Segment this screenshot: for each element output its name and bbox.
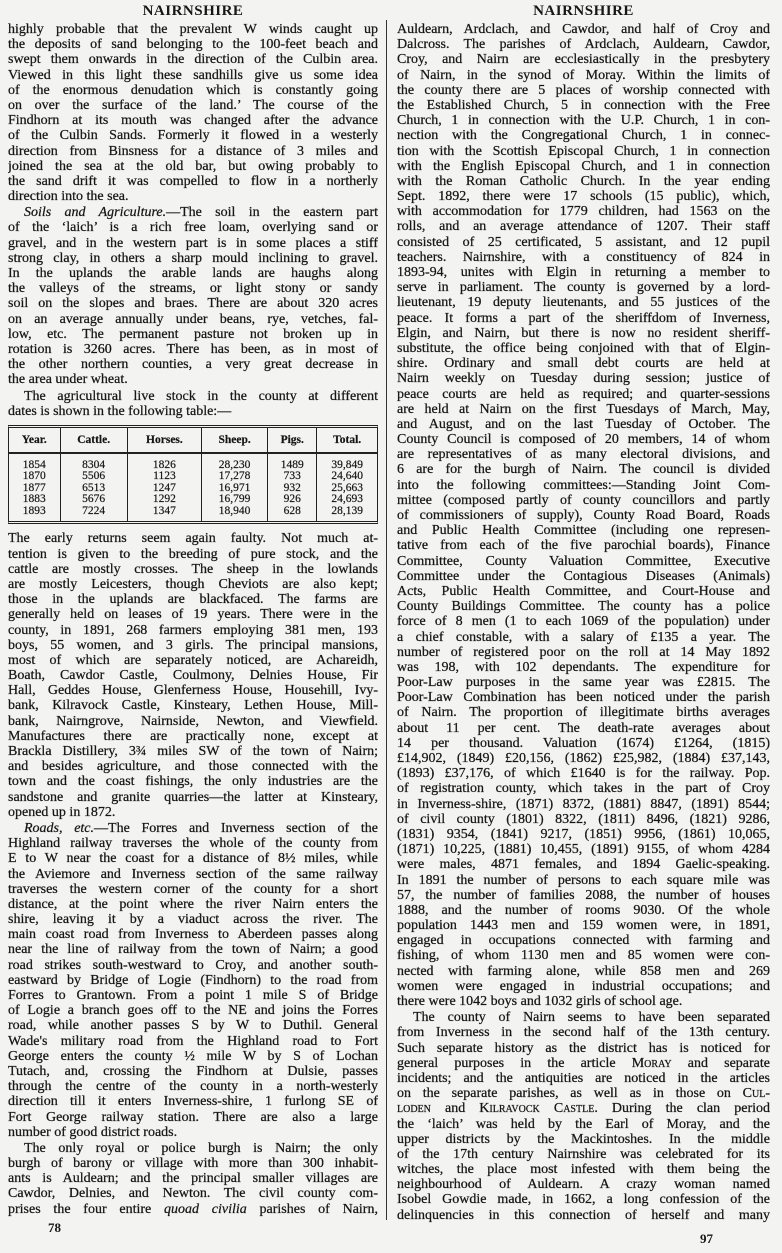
text-line	[397, 1056, 770, 1071]
table-cell: 5676	[60, 494, 127, 506]
text-line: In 1891 the number of persons to each square mile was	[397, 872, 770, 888]
text-line: tention is given to the breeding of pure stock, and the	[8, 546, 378, 562]
text-line: of the Culbin Sands. Formerly it flowed in a westerly	[8, 128, 378, 144]
text-line: serve in parliament. The county is governed by a lord-	[397, 280, 770, 296]
paragraph	[8, 821, 378, 1140]
text-line: women were engaged in industrial occupations; and	[397, 978, 770, 994]
text-line: bank, Nairngrove, Nairnside, Newton, and Viewfield.	[8, 713, 378, 729]
text-line: Manufactures there are practically none, except at	[8, 728, 378, 744]
italic-text: Roads, etc.	[24, 820, 95, 836]
column-header: Year.	[9, 428, 60, 453]
text-line: of the enormous denudation which is constantly going	[8, 82, 378, 98]
text-segment: on the separate parishes, as well as in those on	[397, 1086, 743, 1102]
text-line: (1831) 9354, (1841) 9217, (1851) 9956, (1861) 10,065,	[397, 826, 770, 842]
text-line: was 198, with 102 dependants. The expenditure for	[397, 659, 770, 675]
text-line: the ‘laich’ was held by the Earl of Moray, and the	[397, 1116, 770, 1132]
text-line: the Aviemore and Inverness section of the same railway	[8, 866, 378, 882]
text-line: opened up in 1872.	[8, 804, 116, 820]
text-line: delinquencies in this connection of herself and many	[397, 1207, 770, 1223]
running-header-left: NAIRNSHIRE	[142, 3, 244, 19]
text-line: road strikes south-westward to Croy, and another south-	[8, 957, 378, 973]
text-line: the sand drift it was compelled to flow in a northerly	[8, 173, 378, 189]
table-cell: 1347	[127, 506, 201, 522]
text-line: soil on the slopes and braes. There are about 320 acres	[8, 296, 378, 312]
text-block-before-table	[8, 22, 378, 419]
text-line: near the line of railway from the town of Nairn; a good	[8, 942, 378, 958]
table-cell: 28,230	[202, 453, 268, 472]
text-line: nected with farming alone, while 858 men and 269	[397, 963, 770, 979]
text-line: most of which are separately noticed, are Achareidh,	[8, 652, 378, 668]
text-line: on an average annually under beans, rye, vetches, fal-	[8, 311, 378, 327]
text-segment: . During the clan period	[594, 1101, 770, 1117]
text-line: on over the surface of the land.’ The course of the	[8, 97, 378, 113]
text-line: were males, 4871 females, and 1894 Gaelic-speaking.	[397, 857, 770, 873]
table-cell: 1893	[9, 506, 60, 522]
column-header: Pigs.	[268, 428, 317, 453]
text-line: low, etc. The permanent pasture not broken up in	[8, 326, 378, 342]
livestock-table	[8, 425, 378, 525]
text-line: upper districts by the Mackintoshes. In the middle	[397, 1131, 770, 1147]
text-line: shire, leaving it by a viaduct across the river. The	[8, 912, 378, 928]
text-line: (1893) £37,176, of which £1640 is for the railway. Pop.	[397, 766, 770, 782]
text-line: direction from Binsness for a distance of 3 miles and	[8, 143, 378, 159]
small-caps-text: Cul-	[742, 1086, 770, 1102]
text-line: of Logie a branch goes off to the NE and joins the Forres	[8, 1003, 378, 1019]
page-number-left: 78	[48, 1219, 61, 1235]
text-line: number of good district roads.	[8, 1124, 178, 1140]
text-line: Elgin, and Nairn, but there is now no resident sheriff-	[397, 325, 770, 341]
left-column	[8, 22, 378, 1235]
text-line: are representatives of as many electoral divisions, and	[397, 447, 770, 463]
text-line: joined the sea at the old bar, but owing probably to	[8, 158, 378, 174]
text-line: traverses the western corner of the county for a short	[8, 881, 378, 897]
text-line: 14 per thousand. Valuation (1674) £1264, (1815)	[397, 735, 770, 751]
text-line: of Nairn, in the synod of Moray. Within the limits of	[397, 67, 770, 83]
text-line: In the uplands the arable lands are haughs along	[8, 266, 378, 281]
paragraph	[8, 1141, 378, 1217]
text-line: the Established Church, 5 in connection with the Free	[397, 97, 770, 113]
text-line: gravel, and in the western part is in some places a stiff	[8, 235, 378, 251]
text-line: and Public Health Committee (including one represen-	[397, 523, 770, 539]
text-line: Acts, Public Health Committee, and Court-House and	[397, 583, 770, 599]
text-line: Such separate history as the district has is noticed for	[397, 1040, 770, 1056]
text-line: into the following committees:—Standing Joint Com-	[397, 477, 770, 493]
table-cell: 1292	[127, 494, 201, 506]
text-line: engaged in occupations connected with farming and	[397, 933, 770, 949]
text-line: about 11 per cent. The death-rate averages about	[397, 720, 770, 736]
paragraph	[8, 389, 378, 419]
table-cell: 16,971	[202, 483, 268, 495]
text-line: through the centre of the county in a north-westerly	[8, 1079, 378, 1095]
text-line: boys, 55 women, and 3 girls. The principal mansions,	[8, 637, 378, 653]
table-cell: 1854	[9, 453, 60, 472]
table-row	[9, 453, 377, 472]
text-line: and August, and on the last Tuesday of October. The	[397, 416, 770, 432]
text-line: with accommodation for 1779 children, had 1563 on the	[397, 204, 770, 220]
table-cell: 1123	[127, 471, 201, 483]
text-line: burgh of barony or village with more than 300 inhabit-	[8, 1156, 378, 1172]
text-line: Poor-Law purposes in the same year was £2815. The	[397, 675, 770, 691]
text-line: neighbourhood of Auldearn. A crazy woman named	[397, 1177, 770, 1193]
text-line: rotation is 3260 acres. There has been, as in most of	[8, 341, 378, 357]
text-line: George enters the county ½ mile W by S of Lochan	[8, 1048, 378, 1064]
table-row	[9, 494, 377, 506]
table-cell: 24,640	[331, 470, 363, 483]
table-cell: 932	[268, 483, 317, 495]
paragraph	[8, 22, 378, 204]
text-line: from Inverness in the second half of the 13th century.	[397, 1025, 770, 1041]
text-line: substitute, the office being conjoined with that of Elgin-	[397, 340, 770, 356]
text-line: The only royal or police burgh is Nairn; the only	[24, 1140, 378, 1156]
text-line: bank, Kilravock Castle, Kinsteary, Lethen House, Mill-	[8, 698, 378, 714]
table-cell: 1489	[268, 453, 317, 472]
text-line: main coast road from Inverness to Aberdeen passes along	[8, 927, 378, 943]
text-line: Forres to Grantown. From a point 1 mile S of Bridge	[8, 988, 378, 1003]
text-line	[8, 821, 378, 836]
text-segment: general purposes in the article	[397, 1055, 632, 1071]
text-line: county, in 1891, 268 farmers employing 381 men, 193	[8, 622, 378, 638]
text-segment: prises the four entire	[8, 1201, 165, 1217]
text-line: Findhorn at its mouth was changed after the advance	[8, 113, 378, 129]
table-cell: 5506	[60, 471, 127, 483]
text-line: the deposits of sand belonging to the 100-feet beach and	[8, 37, 378, 53]
paragraph	[8, 205, 378, 387]
text-line: tion with the Scottish Episcopal Church, 1 in connection	[397, 143, 770, 159]
text-line: there were 1042 boys and 1032 girls of school age.	[397, 994, 683, 1009]
text-line: shire. Ordinary and small debt courts are held at	[397, 356, 770, 372]
column-header: Cattle.	[60, 428, 127, 453]
text-line	[397, 1086, 770, 1101]
table-cell: 1883	[9, 494, 60, 506]
small-caps-text: loden	[397, 1101, 431, 1117]
table-cell: 1247	[127, 483, 201, 495]
text-line: nection with the Congregational Church, 1 in connec-	[397, 128, 770, 144]
text-line: The county of Nairn seems to have been separated	[413, 1010, 770, 1026]
table-cell: 6513	[60, 483, 127, 495]
text-line	[8, 205, 378, 220]
text-line: Croy, and Nairn are ecclesiastically in the presbytery	[397, 52, 770, 68]
text-line: Wade's military road from the Highland road to Fort	[8, 1033, 378, 1049]
text-line: lieutenant, 19 deputy lieutenants, and 55 justices of the	[397, 295, 770, 311]
text-line: Boath, Cawdor Castle, Coulmony, Delnies House, Fir	[8, 668, 378, 684]
text-line: peace courts are held as required; and quarter-sessions	[397, 386, 770, 402]
text-line: those in the uplands are blackfaced. The farms are	[8, 592, 378, 608]
text-line: the other northern counties, a very great decrease in	[8, 357, 378, 373]
text-line: 1893-94, unites with Elgin in returning a member to	[397, 265, 770, 280]
text-line: a chief constable, with a salary of £135 a year. The	[397, 629, 770, 645]
text-line: Isobel Gowdie made, in 1662, a long confession of the	[397, 1192, 770, 1208]
text-line: peace. It forms a part of the sheriffdom of Inverness,	[397, 310, 770, 326]
text-line: Fort George railway station. There are also a large	[8, 1109, 378, 1125]
text-line: Viewed in this light these sandhills give us some idea	[8, 67, 378, 83]
text-line: Hall, Geddes House, Glenferness House, Househill, Ivy-	[8, 683, 378, 699]
text-line: are mostly Leicesters, though Cheviots are also kept;	[8, 576, 378, 592]
text-line: Church, 1 in connection with the U.P. Church, 1 in con-	[397, 113, 770, 129]
table-cell: 25,663	[331, 481, 363, 494]
italic-text: quoad civilia	[164, 1201, 247, 1217]
text-line: The agricultural live stock in the county at different	[24, 388, 378, 404]
text-line: the county there are 5 places of worship connected with	[397, 82, 770, 98]
italic-text: Soils and Agriculture.	[24, 205, 167, 221]
text-segment: parishes of Nairn,	[246, 1201, 378, 1217]
text-line	[397, 1101, 770, 1116]
running-header-right: NAIRNSHIRE	[533, 3, 634, 19]
small-caps-text: Moray	[631, 1055, 672, 1071]
text-line: £14,902, (1849) £20,156, (1862) £25,982, (1884) £37,143,	[397, 751, 770, 766]
table-cell: 17,278	[202, 471, 268, 483]
column-divider	[386, 20, 387, 1220]
table-header-row	[9, 428, 377, 453]
text-line: The early returns seem again faulty. Not much at-	[8, 531, 378, 547]
text-line: County Buildings Committee. The county has a police	[397, 599, 770, 615]
text-line: highly probable that the prevalent W winds caught up	[8, 22, 378, 37]
text-block-after-table	[8, 531, 378, 1216]
table-cell: 7224	[60, 506, 127, 522]
text-block	[397, 22, 770, 1223]
text-line: with the English Episcopal Church, and 1 in connection	[397, 158, 770, 174]
table-cell: 39,849	[331, 458, 363, 471]
column-header: Sheep.	[202, 428, 268, 453]
table-cell: 1826	[127, 453, 201, 472]
text-line: strong clay, in others a sharp mould inclining to gravel.	[8, 250, 378, 266]
column-header: Horses.	[127, 428, 201, 453]
text-line: witches, the place most infested with them being the	[397, 1162, 770, 1178]
table-cell: 1870	[9, 471, 60, 483]
text-line: dates is shown in the following table:—	[8, 403, 232, 419]
text-line: Nairn weekly on Tuesday during session; justice of	[397, 371, 770, 387]
text-line: Tutach, and, crossing the Findhorn at Dulsie, passes	[8, 1063, 378, 1079]
text-segment: and separate	[671, 1055, 770, 1071]
text-line: rolls, and an average attendance of 1207. Their staff	[397, 219, 770, 235]
text-line: consisted of 25 certificated, 5 assistant, and 12 pupil	[397, 234, 770, 250]
table-cell: 8304	[60, 453, 127, 472]
text-line: swept them onwards in the direction of the Culbin area.	[8, 52, 378, 68]
table-cell: 16,799	[202, 494, 268, 506]
text-line: Committee under the Contagious Diseases (Animals)	[397, 568, 770, 584]
text-line: the area under wheat.	[8, 372, 128, 388]
text-line: of civil county (1801) 8322, (1811) 8496, (1821) 9286,	[397, 811, 770, 827]
paragraph	[397, 1010, 770, 1223]
text-line: population 1443 men and 159 women were, in 1891,	[397, 918, 770, 934]
text-line: of commissioners of supply), County Road Board, Roads	[397, 508, 770, 523]
table-cell: 28,139	[331, 504, 363, 517]
text-line: town and the coast fishings, the only industries are the	[8, 774, 378, 790]
table-row	[9, 506, 377, 522]
text-line: the valleys of the streams, or light stony or sandy	[8, 281, 378, 297]
text-line: generally held on leases of 19 years. There were in the	[8, 607, 378, 623]
table-cell: 733	[268, 471, 317, 483]
text-line: are held at Nairn on the first Tuesdays of March, May,	[397, 401, 770, 417]
text-line: of registration county, which takes in the part of Croy	[397, 781, 770, 797]
table-cell: 1877	[9, 483, 60, 495]
text-line: tative from each of the five parochial boards), Finance	[397, 538, 770, 554]
text-line: eastward by Bridge of Logie (Findhorn) to the road from	[8, 972, 378, 988]
text-line: teachers. Nairnshire, with a constituency of 824 in	[397, 249, 770, 265]
text-line: ants is Auldearn; and the principal smaller villages are	[8, 1171, 378, 1187]
table-cell: 926	[268, 494, 317, 506]
text-segment: and	[430, 1101, 480, 1117]
text-line: Dalcross. The parishes of Ardclach, Auldearn, Cawdor,	[397, 37, 770, 53]
text-line: Auldearn, Ardclach, and Cawdor, and half of Croy and	[397, 22, 770, 37]
text-line: with the Roman Catholic Church. In the year ending	[397, 173, 770, 189]
text-line: of Nairn. The proportion of illegitimate births averages	[397, 705, 770, 721]
text-line: County Council is composed of 20 members, 14 of whom	[397, 432, 770, 448]
table-row	[9, 471, 377, 483]
text-line: 57, the number of families 2088, the number of houses	[397, 887, 770, 903]
text-line: Highland railway traverses the whole of the county from	[8, 836, 378, 852]
text-line: road, while another passes S by W to Duthil. General	[8, 1018, 378, 1034]
text-line: Committee, County Valuation Committee, Executive	[397, 553, 770, 569]
text-line: fishing, of whom 1130 men and 85 women were con-	[397, 948, 770, 964]
text-line: cattle are mostly crosses. The sheep in the lowlands	[8, 561, 378, 577]
text-line: distance, at the point where the river Nairn enters the	[8, 896, 378, 912]
text-line: E to W near the coast for a distance of 8½ miles, while	[8, 851, 378, 867]
text-line: 1888, and the number of rooms 9030. Of the whole	[397, 902, 770, 918]
text-line: force of 8 men (1 to each 1069 of the population) under	[397, 614, 770, 630]
text-line: direction into the sea.	[8, 189, 129, 205]
text-line: 6 are for the burgh of Nairn. The council is divided	[397, 462, 770, 478]
table-cell: 628	[268, 506, 317, 522]
text-line: (1871) 10,225, (1881) 10,455, (1891) 9155, of whom 4284	[397, 842, 770, 858]
text-segment: —The Forres and Inverness section of the	[94, 820, 378, 836]
small-caps-text: Kilravock Castle	[479, 1101, 595, 1117]
text-line: Sept. 1892, there were 17 schools (15 public), which,	[397, 189, 770, 205]
table-cell: 24,693	[331, 493, 363, 506]
column-header: Total.	[317, 428, 377, 453]
table-row	[9, 483, 377, 495]
text-line: of the 17th century Nairnshire was celebrated for its	[397, 1146, 770, 1162]
text-line: Cawdor, Delnies, and Newton. The civil county com-	[8, 1186, 378, 1202]
text-line	[8, 1202, 378, 1217]
text-line: incidents; and the antiquities are noticed in the articles	[397, 1070, 770, 1086]
text-line: sandstone and granite quarries—the latter at Kinsteary,	[8, 789, 378, 805]
right-column	[397, 22, 770, 1246]
text-line: Poor-Law Combination has been noticed under the parish	[397, 690, 770, 706]
text-line: of the ‘laich’ is a rich free loam, overlying sand or	[8, 220, 378, 236]
text-line: number of registered poor on the roll at 14 May 1892	[397, 644, 770, 660]
paragraph	[8, 531, 378, 820]
paragraph	[397, 22, 770, 1009]
page-number-right: 97	[700, 1230, 713, 1246]
text-line: direction till it enters Inverness-shire, 1 furlong SE of	[8, 1094, 378, 1110]
table-cell: 18,940	[202, 506, 268, 522]
text-line: in Inverness-shire, (1871) 8372, (1881) 8847, (1891) 8544;	[397, 796, 770, 812]
text-line: Brackla Distillery, 3¾ miles SW of the town of Nairn;	[8, 744, 378, 759]
text-line: and besides agriculture, and those connected with the	[8, 759, 378, 775]
text-line: mittee (composed partly of county councillors and partly	[397, 492, 770, 508]
text-segment: —The soil in the eastern part	[166, 205, 378, 221]
